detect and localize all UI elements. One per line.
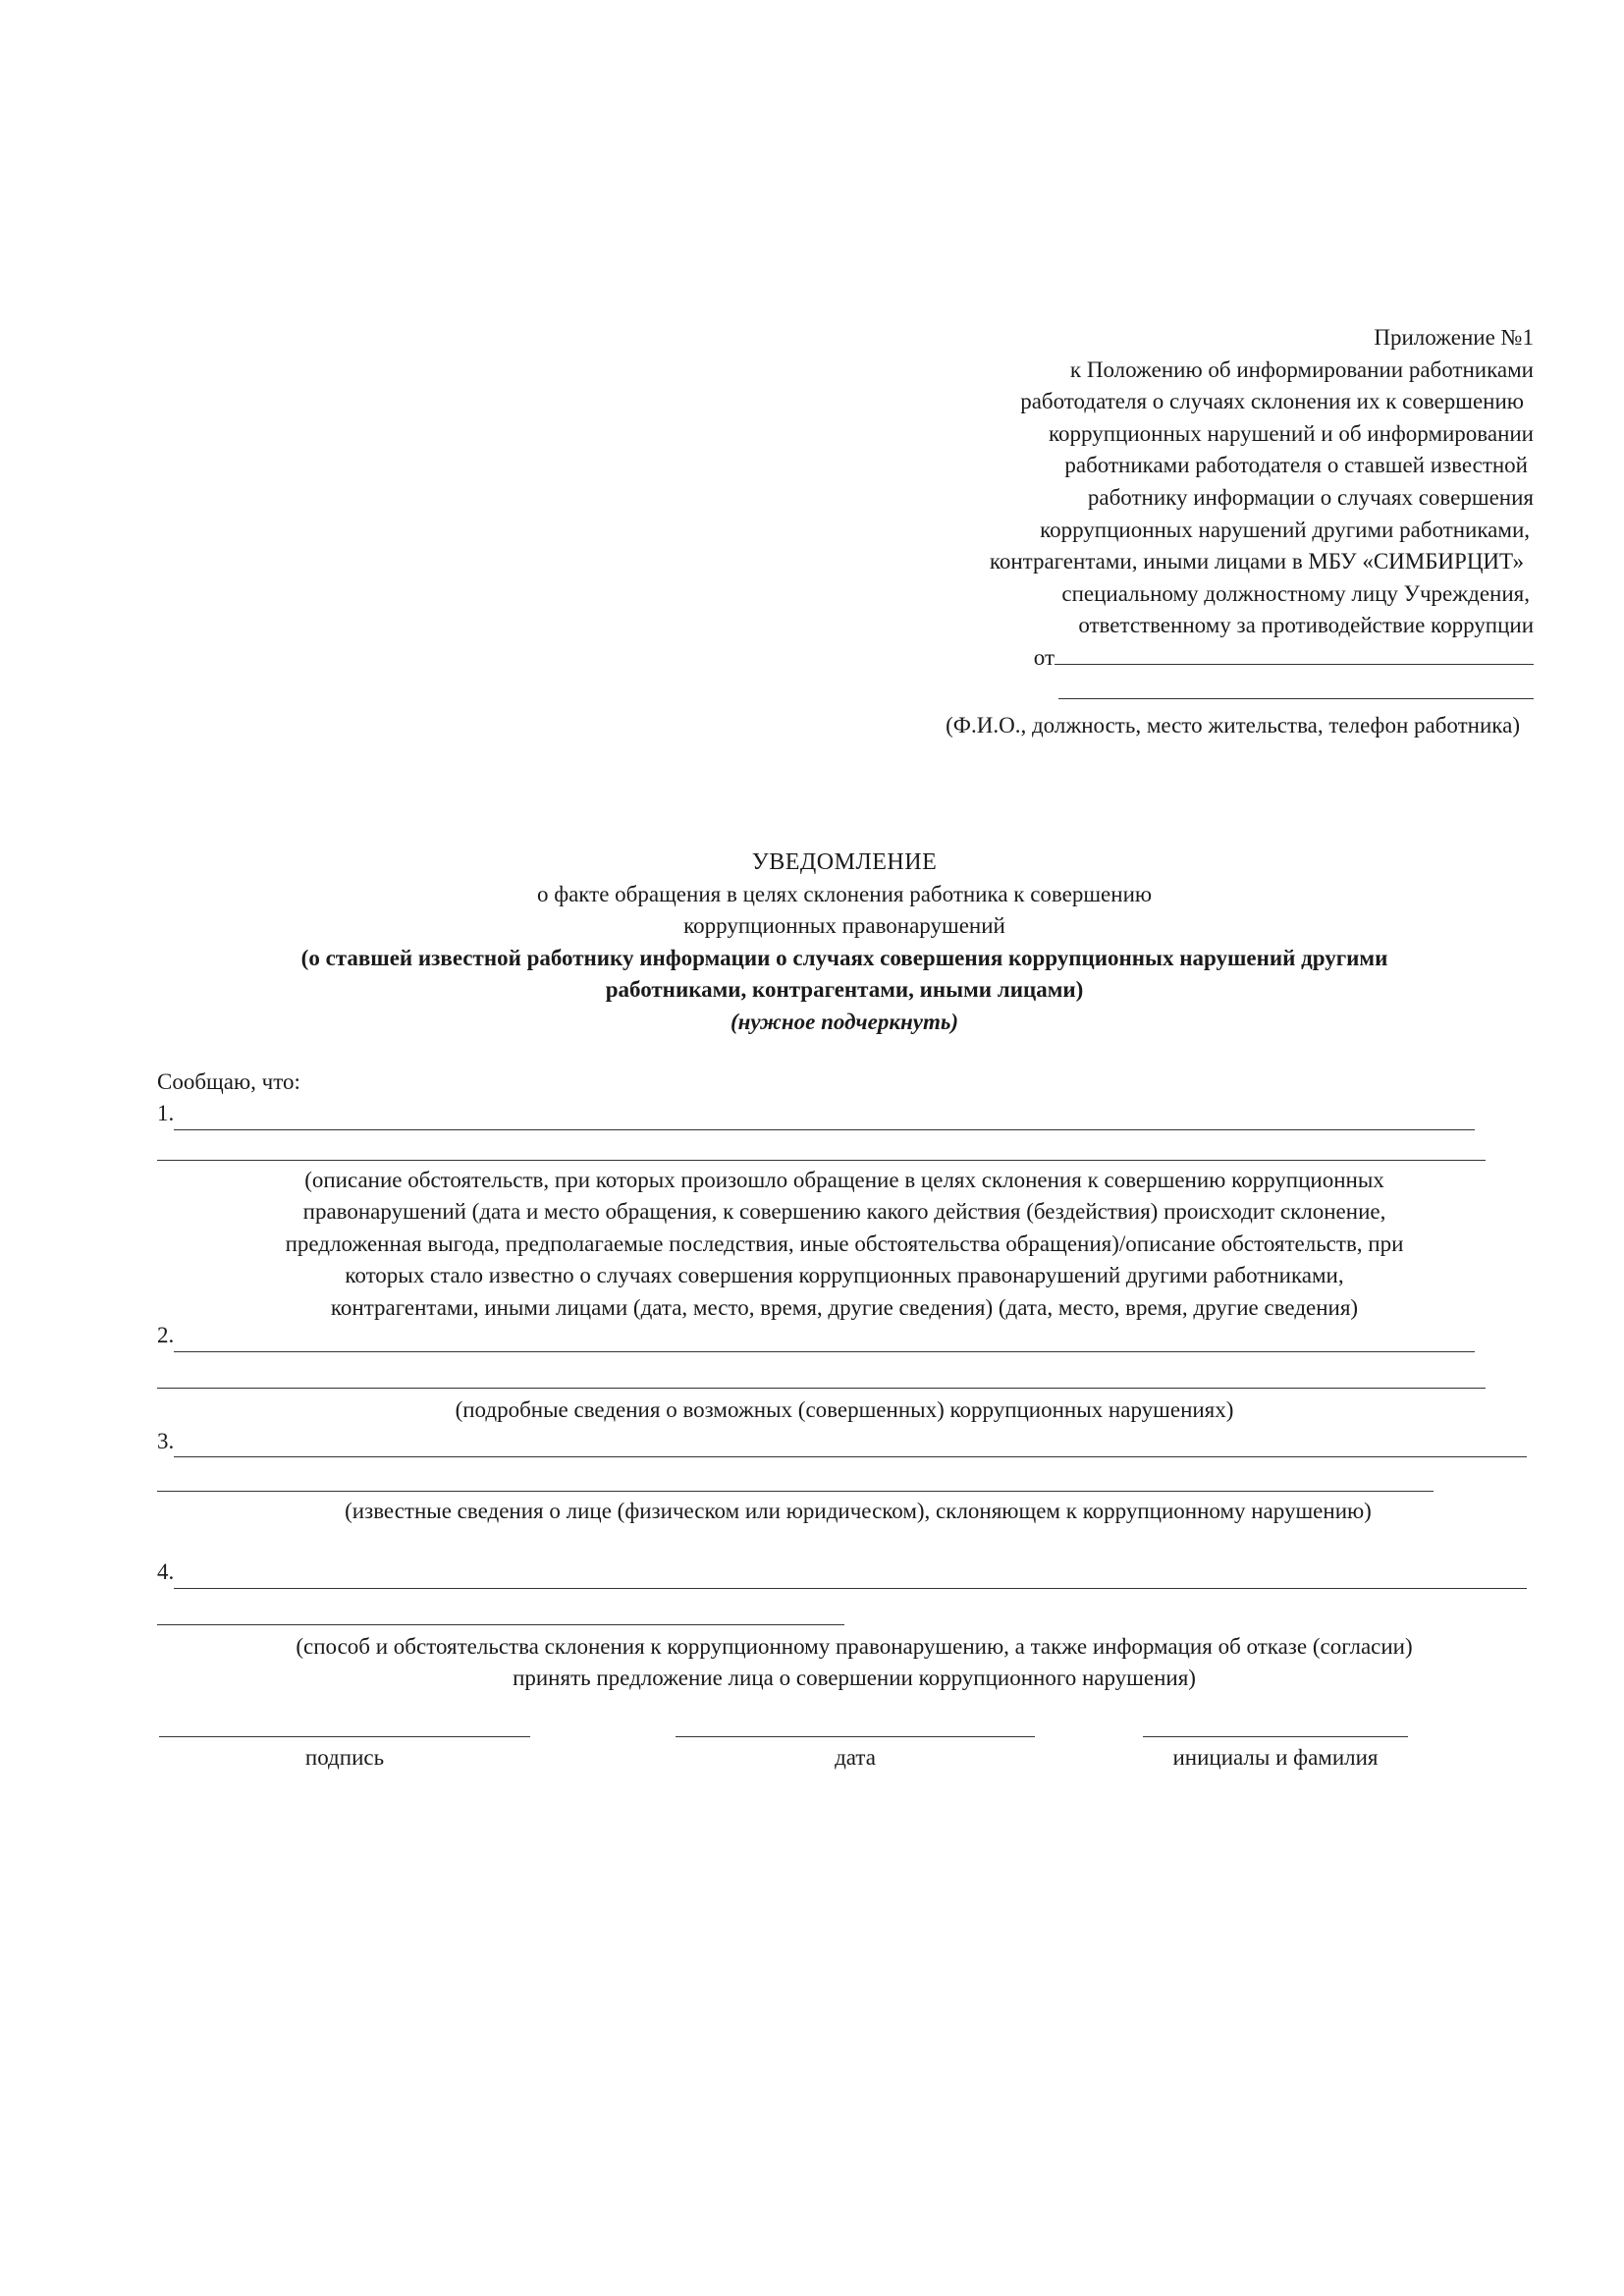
notice-underline-hint: (нужное подчеркнуть)	[730, 1009, 959, 1034]
name-underline	[1143, 1717, 1408, 1737]
signature-underline	[159, 1717, 530, 1737]
item-4-underline-2[interactable]	[157, 1603, 844, 1625]
appendix-line: контрагентами, иными лицами в МБУ «СИМБИРЦИТ»	[989, 549, 1524, 574]
lead-text: Сообщаю, что:	[157, 1069, 300, 1094]
signature-field[interactable]	[159, 1717, 530, 1771]
from-label: от	[1033, 644, 1055, 670]
caption-line: принять предложение лица о совершении коррупционного нарушения)	[513, 1666, 1196, 1691]
appendix-line: ответственному за противодействие коррупции	[1078, 613, 1534, 638]
item-number: 4.	[157, 1559, 175, 1585]
notice-bold-line-1: (о ставшей известной работнику информации о случаях совершения коррупционных нарушений другими	[300, 945, 1388, 970]
item-1-field[interactable]	[157, 1099, 1532, 1130]
date-underline	[676, 1717, 1035, 1737]
appendix-line: к Положению об информировании работниками	[1069, 356, 1534, 382]
fio-caption: (Ф.И.О., должность, место жительства, телефон работника)	[946, 712, 1520, 738]
item-4-caption	[157, 1631, 1551, 1695]
caption-line: которых стало известно о случаях совершения коррупционных правонарушений другими работниками,	[345, 1263, 1344, 1288]
item-2-caption: (подробные сведения о возможных (совершенных) коррупционных нарушениях)	[455, 1396, 1234, 1422]
from-underline-2	[1058, 675, 1534, 699]
date-field[interactable]	[676, 1717, 1035, 1771]
item-number: 2.	[157, 1322, 175, 1347]
item-3-caption: (известные сведения о лице (физическом или юридическом), склоняющем к коррупционному нарушению)	[345, 1499, 1372, 1524]
item-2-underline-2[interactable]	[157, 1366, 1486, 1389]
caption-line: (способ и обстоятельства склонения к коррупционному правонарушению, а также информация об отказе (согласии)	[296, 1633, 1413, 1659]
notice-subtitle-2: коррупционных правонарушений	[683, 913, 1005, 939]
item-1-underline	[174, 1108, 1475, 1130]
appendix-line: специальному должностному лицу Учреждения,	[1061, 580, 1530, 606]
item-1-underline-2[interactable]	[157, 1138, 1486, 1161]
item-4-underline	[174, 1566, 1527, 1589]
item-2-field[interactable]	[157, 1321, 1532, 1352]
item-1-caption	[147, 1165, 1542, 1325]
appendix-line: Приложение №1	[1374, 325, 1534, 350]
appendix-line: коррупционных нарушений другими работниками,	[1040, 517, 1530, 542]
notice-title: УВЕДОМЛЕНИЕ	[751, 849, 938, 875]
appendix-line: работодателя о случаях склонения их к совершению	[1020, 389, 1524, 414]
notice-subtitle-1: о факте обращения в целях склонения работника к совершению	[536, 881, 1153, 906]
item-3-field[interactable]	[157, 1426, 1532, 1457]
from-field[interactable]	[787, 642, 1534, 675]
notice-title-block	[147, 847, 1542, 1039]
appendix-line: работнику информации о случаях совершения	[1087, 484, 1534, 510]
signature-label: подпись	[304, 1745, 385, 1770]
from-field-second-line[interactable]	[787, 675, 1534, 708]
item-4-field[interactable]	[157, 1558, 1532, 1589]
from-underline	[1055, 642, 1534, 665]
item-3-underline-2[interactable]	[157, 1469, 1434, 1492]
caption-line: контрагентами, иными лицами (дата, место, время, другие сведения) (дата, место, время, другие сведения)	[330, 1294, 1359, 1320]
notice-bold-line-2: работниками, контрагентами, иными лицами)	[605, 977, 1084, 1003]
name-label: инициалы и фамилия	[1172, 1745, 1379, 1770]
notice-body	[157, 1066, 1532, 1695]
caption-line: предложенная выгода, предполагаемые последствия, иные обстоятельства обращения)/описание обстоятельств, при	[285, 1230, 1404, 1256]
appendix-line: коррупционных нарушений и об информировании	[1049, 420, 1534, 446]
item-number: 1.	[157, 1101, 175, 1125]
item-2-underline	[174, 1330, 1475, 1352]
caption-line: (описание обстоятельств, при которых произошло обращение в целях склонения к совершению коррупционных	[304, 1167, 1384, 1192]
item-number: 3.	[157, 1428, 175, 1453]
item-3-underline	[174, 1435, 1527, 1457]
date-label: дата	[835, 1745, 876, 1770]
appendix-header	[787, 322, 1534, 741]
appendix-line: работниками работодателя о ставшей известной	[1064, 453, 1528, 478]
caption-line: правонарушений (дата и место обращения, к совершению какого действия (бездействия) происходит склонение,	[302, 1199, 1386, 1225]
name-field[interactable]	[1143, 1717, 1408, 1771]
